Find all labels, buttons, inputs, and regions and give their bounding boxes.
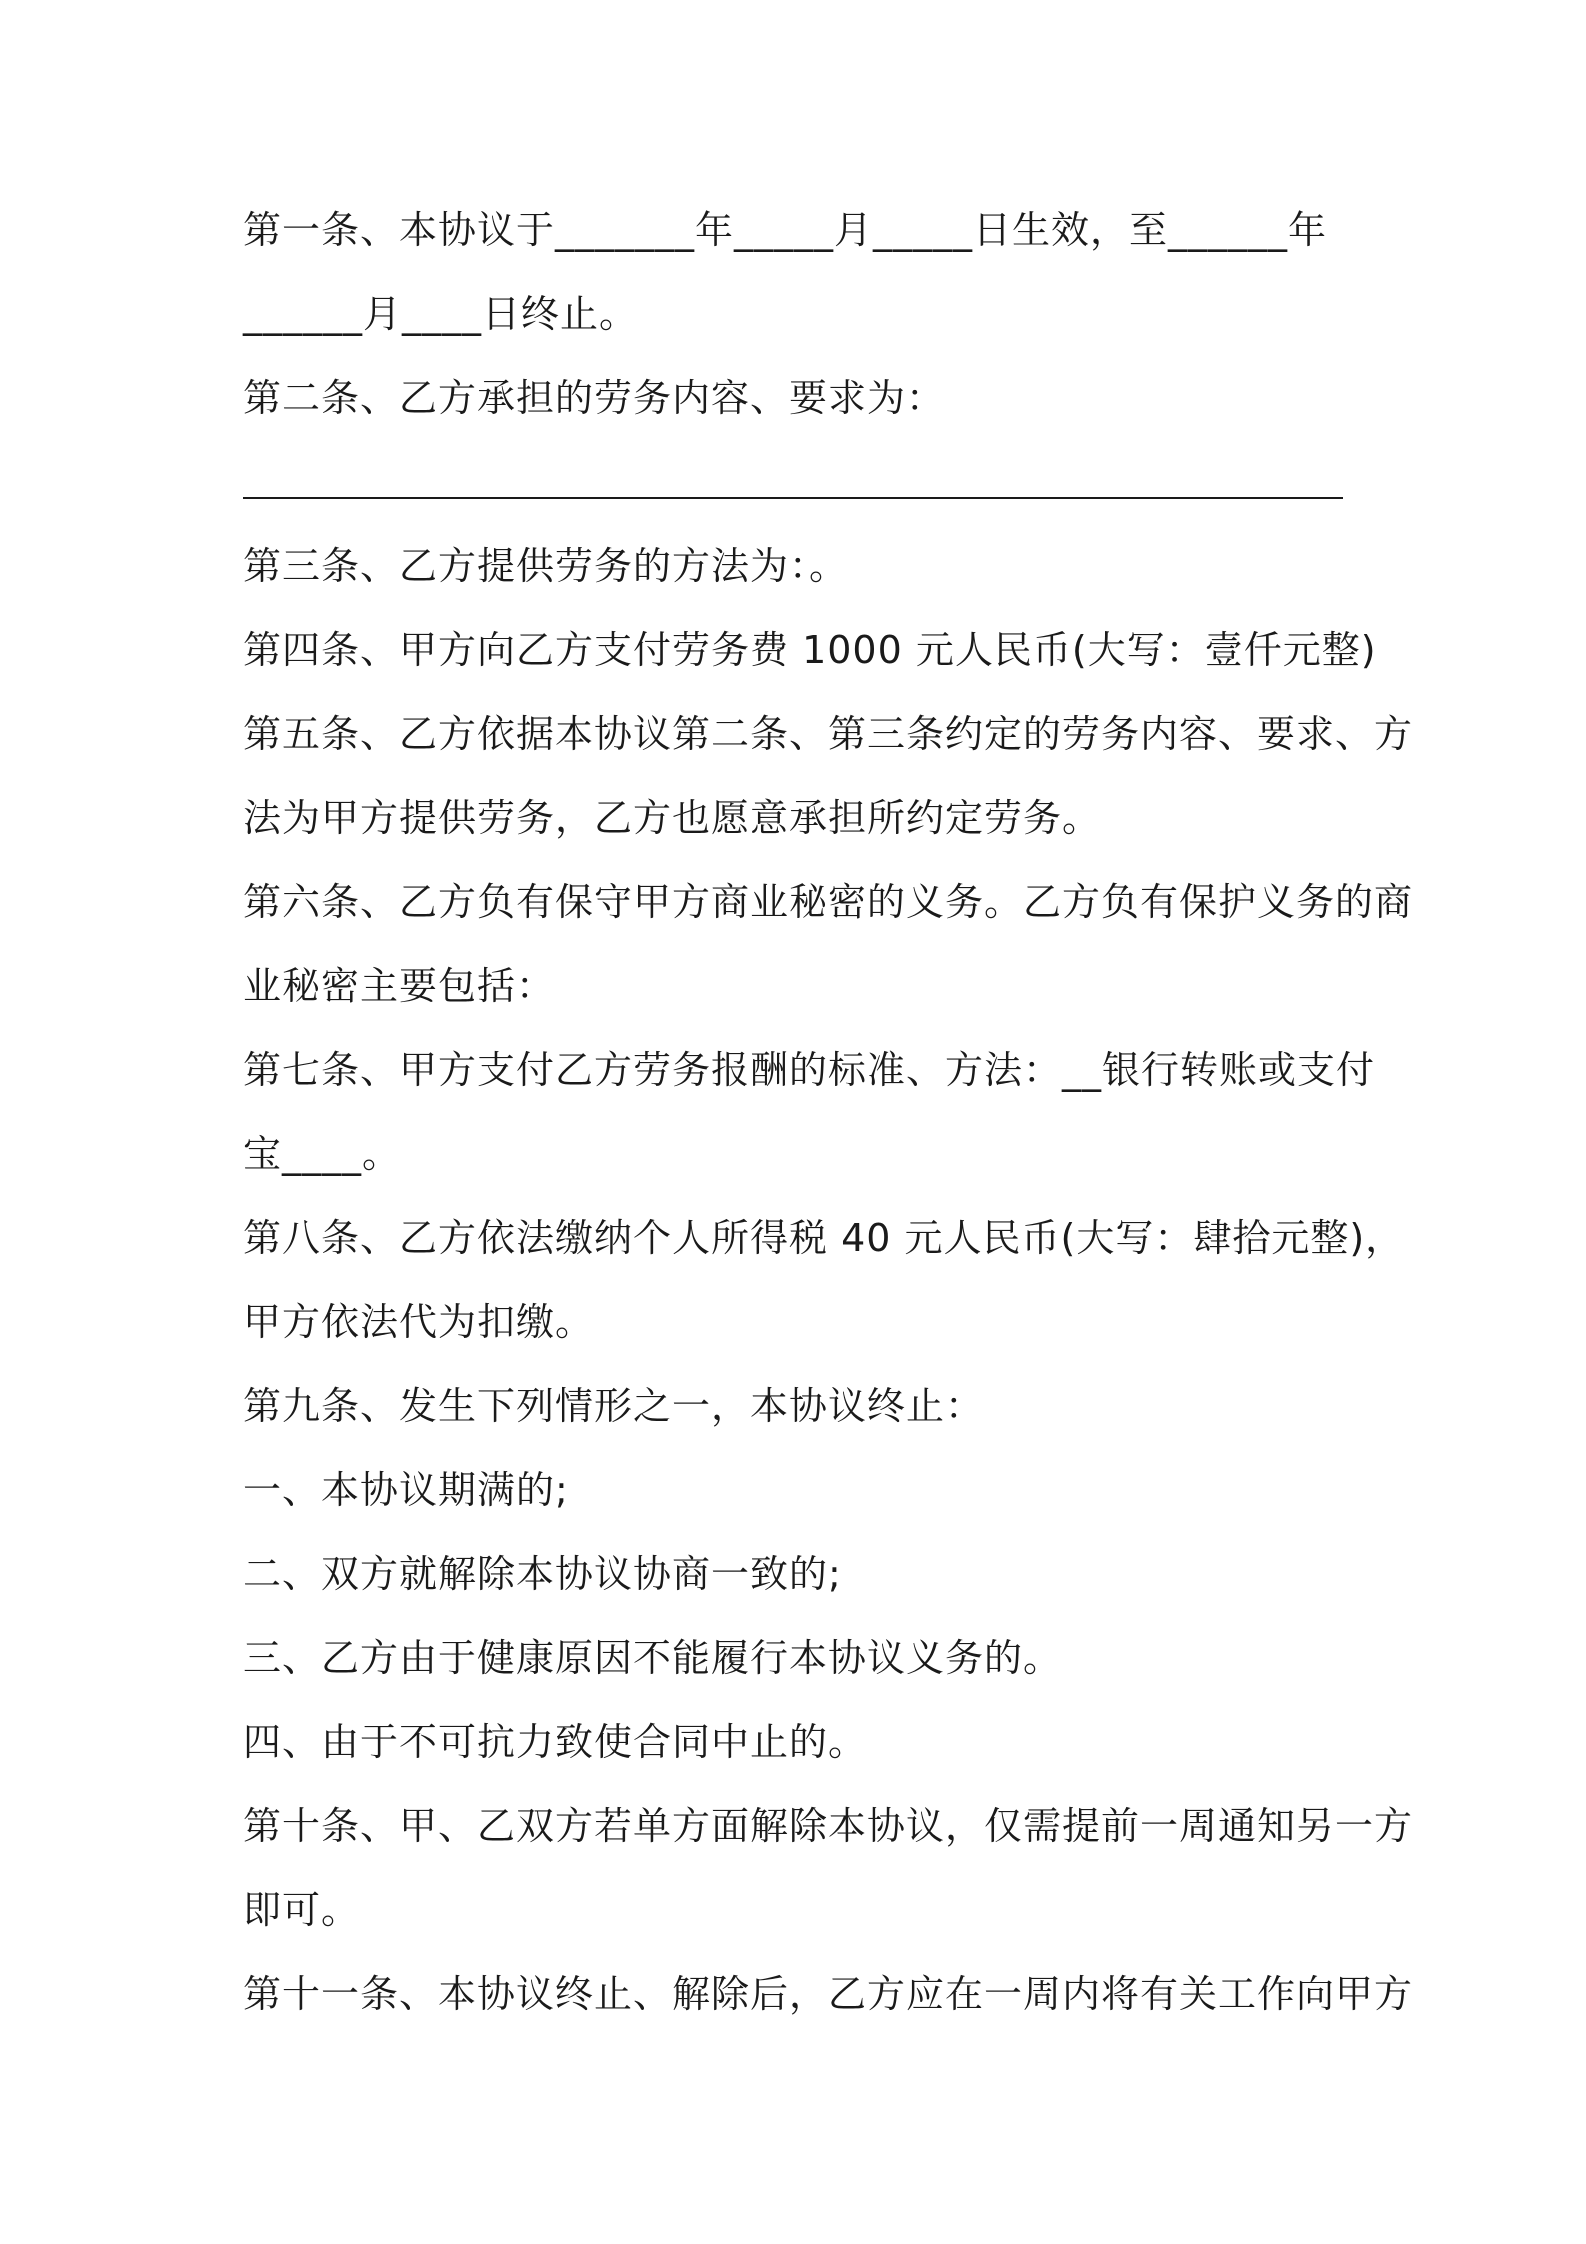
article-7-line-2: 宝____。 (243, 1132, 402, 1176)
blank-fill-line (243, 497, 1343, 499)
article-9-line-1: 第九条、发生下列情形之一，本协议终止： (243, 1384, 985, 1428)
article-7-line-1: 第七条、甲方支付乙方劳务报酬的标准、方法：__银行转账或支付 (243, 1048, 1376, 1092)
article-5-line-2: 法为甲方提供劳务，乙方也愿意承担所约定劳务。 (243, 796, 1102, 840)
article-10-line-2: 即可。 (243, 1888, 361, 1932)
article-10-line-1: 第十条、甲、乙双方若单方面解除本协议，仅需提前一周通知另一方 (243, 1804, 1414, 1848)
article-11-line-1: 第十一条、本协议终止、解除后，乙方应在一周内将有关工作向甲方 (243, 1972, 1414, 2016)
article-5-line-1: 第五条、乙方依据本协议第二条、第三条约定的劳务内容、要求、方 (243, 712, 1414, 756)
article-1-line-1: 第一条、本协议于_______年_____月_____日生效，至______年 (243, 208, 1328, 252)
article-2-line-1: 第二条、乙方承担的劳务内容、要求为： (243, 376, 946, 420)
article-8-line-2: 甲方依法代为扣缴。 (243, 1300, 595, 1344)
article-8-line-1: 第八条、乙方依法缴纳个人所得税 40 元人民币(大写：肆拾元整)， (243, 1216, 1405, 1260)
article-9-item-1: 一、本协议期满的; (243, 1468, 569, 1512)
article-3-line-1: 第三条、乙方提供劳务的方法为：。 (243, 544, 849, 588)
article-6-line-2: 业秘密主要包括： (243, 964, 556, 1008)
article-6-line-1: 第六条、乙方负有保守甲方商业秘密的义务。乙方负有保护义务的商 (243, 880, 1414, 924)
article-9-item-2: 二、双方就解除本协议协商一致的; (243, 1552, 842, 1596)
article-9-item-4: 四、由于不可抗力致使合同中止的。 (243, 1720, 868, 1764)
article-4-line-1: 第四条、甲方向乙方支付劳务费 1000 元人民币(大写：壹仟元整) (243, 628, 1377, 672)
article-1-line-2: ______月____日终止。 (243, 292, 639, 336)
article-9-item-3: 三、乙方由于健康原因不能履行本协议义务的。 (243, 1636, 1063, 1680)
